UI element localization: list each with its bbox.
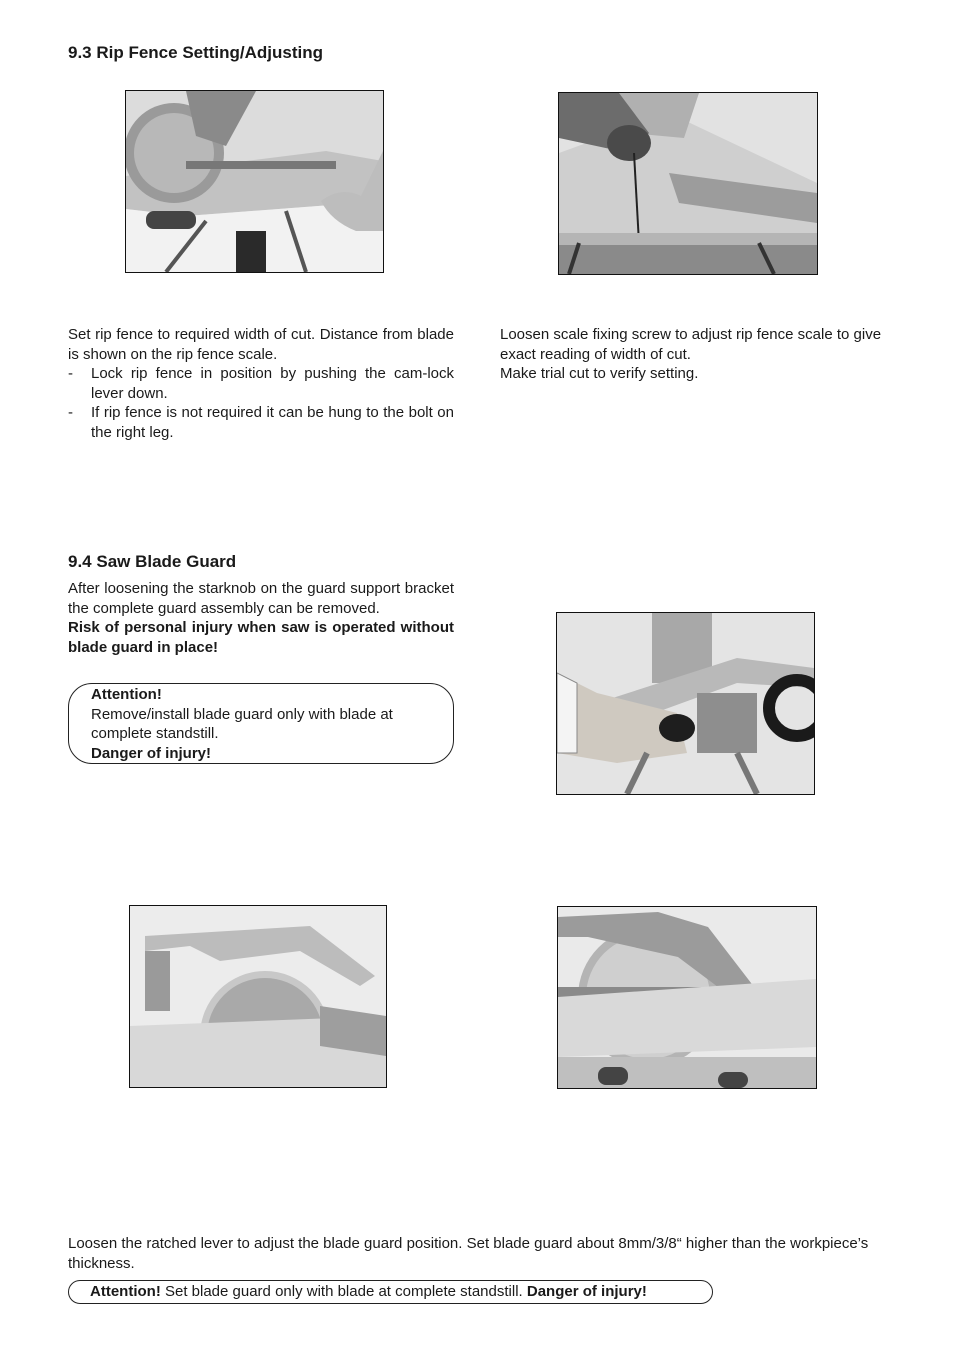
bullet-text: If rip fence is not required it can be hung to the bolt on the right leg. — [91, 404, 454, 441]
bullet-item — [68, 403, 454, 442]
attention-danger: Danger of injury! — [91, 744, 212, 762]
photo-rip-fence-lever — [125, 90, 384, 273]
rip-fence-instructions — [68, 325, 454, 442]
blade-guard-instructions — [68, 579, 454, 657]
attention-pill — [68, 1280, 713, 1304]
scale-line: Loosen scale fixing screw to adjust rip fence scale to give exact reading of width of cut. — [500, 326, 882, 363]
attention-pill-label: Attention! — [90, 1283, 161, 1300]
scale-line: Make trial cut to verify setting. — [500, 365, 699, 382]
photo-rip-fence-scale-screw — [558, 92, 818, 275]
photo-blade-guard-closeup — [129, 905, 387, 1088]
photo-blade-guard-position — [557, 906, 817, 1089]
attention-pill-danger: Danger of injury! — [526, 1283, 647, 1300]
section-heading-rip-fence: 9.3 Rip Fence Setting/Adjusting — [68, 43, 324, 62]
bullet-text: Lock rip fence in position by pushing the cam-lock lever down. — [91, 365, 454, 402]
blade-guard-intro: After loosening the starknob on the guard support bracket the complete guard assembly can be removed. — [68, 580, 454, 617]
section-heading-blade-guard: 9.4 Saw Blade Guard — [68, 552, 237, 571]
blade-guard-warning: Risk of personal injury when saw is operated without blade guard in place! — [68, 619, 454, 656]
scale-instructions — [500, 325, 890, 384]
bullet-dash: - — [68, 404, 73, 421]
attention-pill-body: Set blade guard only with blade at complete standstill. — [160, 1283, 527, 1300]
bullet-item — [68, 364, 454, 403]
attention-box — [68, 683, 454, 764]
photo-guard-removal — [556, 612, 815, 795]
bullet-dash: - — [68, 365, 73, 382]
attention-title: Attention! — [91, 686, 162, 703]
attention-body: Remove/install blade guard only with blade at complete standstill. — [91, 705, 393, 742]
blade-guard-adjust-text: Loosen the ratched lever to adjust the blade guard position. Set blade guard about 8mm/3/8“ higher than the workpiece’s thickness. — [68, 1235, 869, 1272]
rip-fence-para: Set rip fence to required width of cut. Distance from blade is shown on the rip fence scale. — [68, 326, 454, 363]
